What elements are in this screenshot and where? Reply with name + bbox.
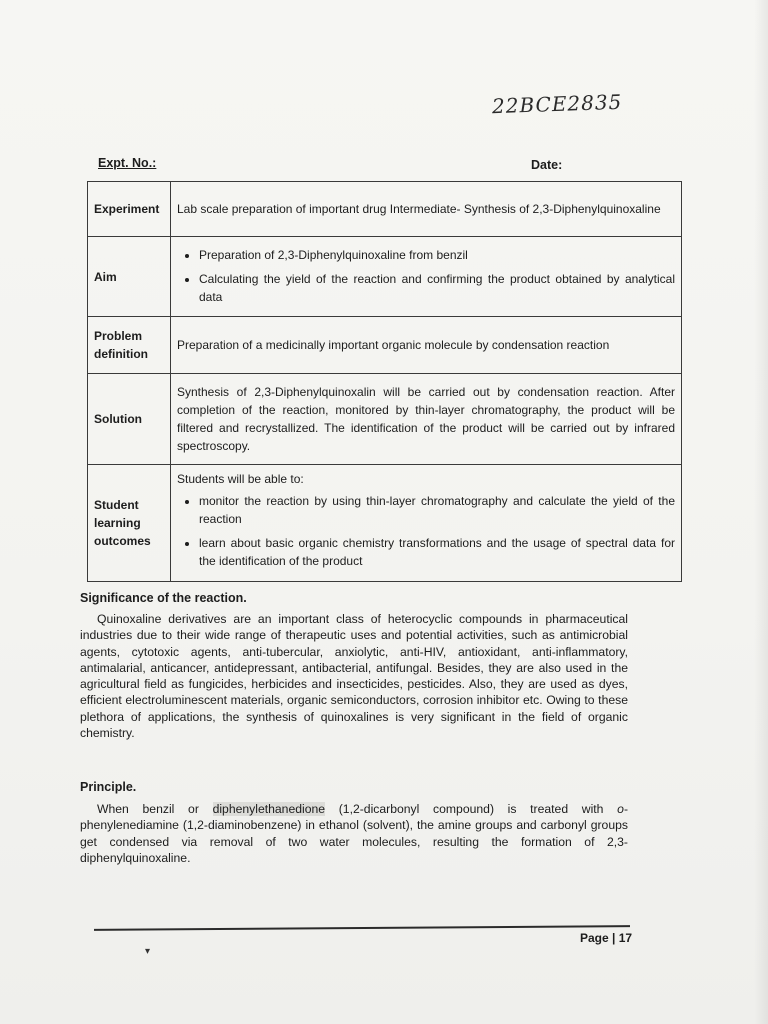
principle-paragraph: When benzil or diphenylethanedione (1,2-dicarbonyl compound) is treated with o-phenylenediamine (1,2-diaminobenzene) in ethanol (solvent), the amine groups and carbonyl groups get condensed via removal of two water molecules, resulting the formation of 2,3-diphenylquinoxaline. — [80, 802, 628, 865]
table-row-solution — [88, 374, 682, 465]
table-row-problem — [88, 317, 682, 374]
table-row-experiment — [88, 182, 682, 237]
highlighted-term: diphenylethanedione — [212, 802, 326, 816]
problem-definition-text: Preparation of a medicinally important organic molecule by condensation reaction — [171, 317, 682, 374]
table-row-aim — [88, 237, 682, 317]
outcomes-list — [177, 492, 675, 570]
row-label: Experiment — [88, 182, 171, 237]
principle-heading: Principle. — [80, 780, 137, 794]
experiment-table — [87, 181, 682, 582]
stray-mark: ▾ — [145, 946, 151, 957]
experiment-title: Lab scale preparation of important drug Intermediate- Synthesis of 2,3-Diphenylquinoxaline — [171, 182, 682, 237]
list-item: • learn about basic organic chemistry transformations and the usage of spectral data for the identification of the product — [199, 534, 675, 570]
table-row-outcomes — [88, 465, 682, 582]
row-label: Solution — [88, 374, 171, 465]
handwritten-roll-number: 22BCE2835 — [491, 89, 623, 119]
page-number: Page | 17 — [580, 931, 633, 945]
date-label: Date: — [531, 158, 563, 172]
outcomes-intro: Students will be able to: — [177, 472, 304, 486]
list-item: • monitor the reaction by using thin-layer chromatography and calculate the yield of the reaction — [199, 492, 675, 528]
significance-heading: Significance of the reaction. — [80, 591, 247, 605]
row-label: Problem definition — [88, 317, 171, 374]
row-label: Student learning outcomes — [88, 465, 171, 582]
significance-paragraph: Quinoxaline derivatives are an important class of heterocyclic compounds in pharmaceutical industries due to their wide range of therapeutic uses and potential activities, such as antimicrobial agents, cytotoxic agents, anti-tubercular, anxiolytic, anti-HIV, antioxidant, anti-inflammatory, antimalarial, anticancer, antidepressant, antibacterial, antifungal. Besides, they are also used in the agricultural field as fungicides, herbicides and insecticides, pesticides. Also, they are used as dyes, efficient electroluminescent materials, organic semiconductors, corrosion inhibitor etc. Owing to these plethora of applications, the synthesis of quinoxalines is very significant in the field of organic chemistry. — [80, 612, 628, 741]
solution-text: Synthesis of 2,3-Diphenylquinoxalin will be carried out by condensation reaction. After completion of the reaction, monitored by thin-layer chromatography, the product will be filtered and recrystallized. The identification of the product will be carried out by infrared spectroscopy. — [171, 374, 682, 465]
list-item: • Preparation of 2,3-Diphenylquinoxaline from benzil — [199, 246, 675, 264]
list-item: • Calculating the yield of the reaction and confirming the product obtained by analytical data — [199, 270, 675, 306]
expt-no-label: Expt. No.: — [98, 156, 157, 170]
footer-rule — [94, 925, 630, 931]
row-label: Aim — [88, 237, 171, 317]
aim-list — [177, 246, 675, 306]
